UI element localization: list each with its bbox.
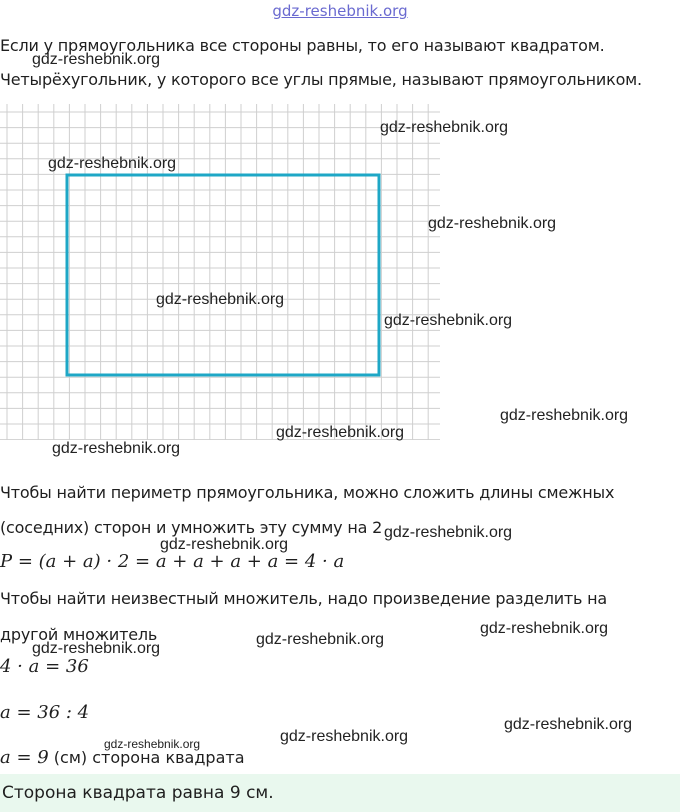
site-header-link[interactable]: gdz-reshebnik.org: [272, 2, 408, 20]
watermark: gdz-reshebnik.org: [384, 312, 513, 329]
answer-text: Сторона квадрата равна 9 см.: [2, 783, 274, 803]
answer-box: [0, 774, 680, 812]
watermark: gdz-reshebnik.org: [504, 716, 633, 733]
watermark: gdz-reshebnik.org: [52, 440, 181, 457]
watermark: gdz-reshebnik.org: [480, 620, 609, 637]
watermark: gdz-reshebnik.org: [160, 536, 289, 553]
watermark: gdz-reshebnik.org: [276, 424, 405, 441]
watermark: gdz-reshebnik.org: [280, 728, 409, 745]
watermark: gdz-reshebnik.org: [384, 524, 513, 541]
watermark: gdz-reshebnik.org: [500, 407, 629, 424]
watermark: gdz-reshebnik.org: [156, 291, 285, 308]
watermark: gdz-reshebnik.org: [32, 640, 161, 657]
equation-1: 4 · a = 36: [0, 656, 89, 677]
watermark: gdz-reshebnik.org: [428, 215, 557, 232]
perimeter-text-line2: (соседних) сторон и умножить эту сумму на 2: [0, 518, 383, 537]
watermark: gdz-reshebnik.org: [32, 51, 161, 68]
rectangle-figure: [67, 175, 379, 375]
watermark: gdz-reshebnik.org: [48, 155, 177, 172]
watermark: gdz-reshebnik.org: [256, 631, 385, 648]
equation-2: a = 36 : 4: [0, 702, 90, 723]
factor-text-line2: другой множитель: [0, 625, 158, 644]
equation-3-math: a = 9: [0, 747, 49, 768]
equation-3-text: (см) сторона квадрата: [48, 748, 245, 767]
intro-line-square: Если у прямоугольника все стороны равны, то его называют квадратом.: [0, 36, 605, 55]
factor-text-line1: Чтобы найти неизвестный множитель, надо произведение разделить на: [0, 589, 608, 608]
perimeter-text-line1: Чтобы найти периметр прямоугольника, можно сложить длины смежных: [0, 483, 615, 502]
perimeter-formula: P = (a + a) · 2 = a + a + a + a = 4 · a: [0, 551, 345, 572]
watermark: gdz-reshebnik.org: [104, 737, 201, 751]
intro-line-rectangle: Четырёхугольник, у которого все углы прямые, называют прямоугольником.: [0, 70, 642, 89]
watermark: gdz-reshebnik.org: [380, 119, 509, 136]
